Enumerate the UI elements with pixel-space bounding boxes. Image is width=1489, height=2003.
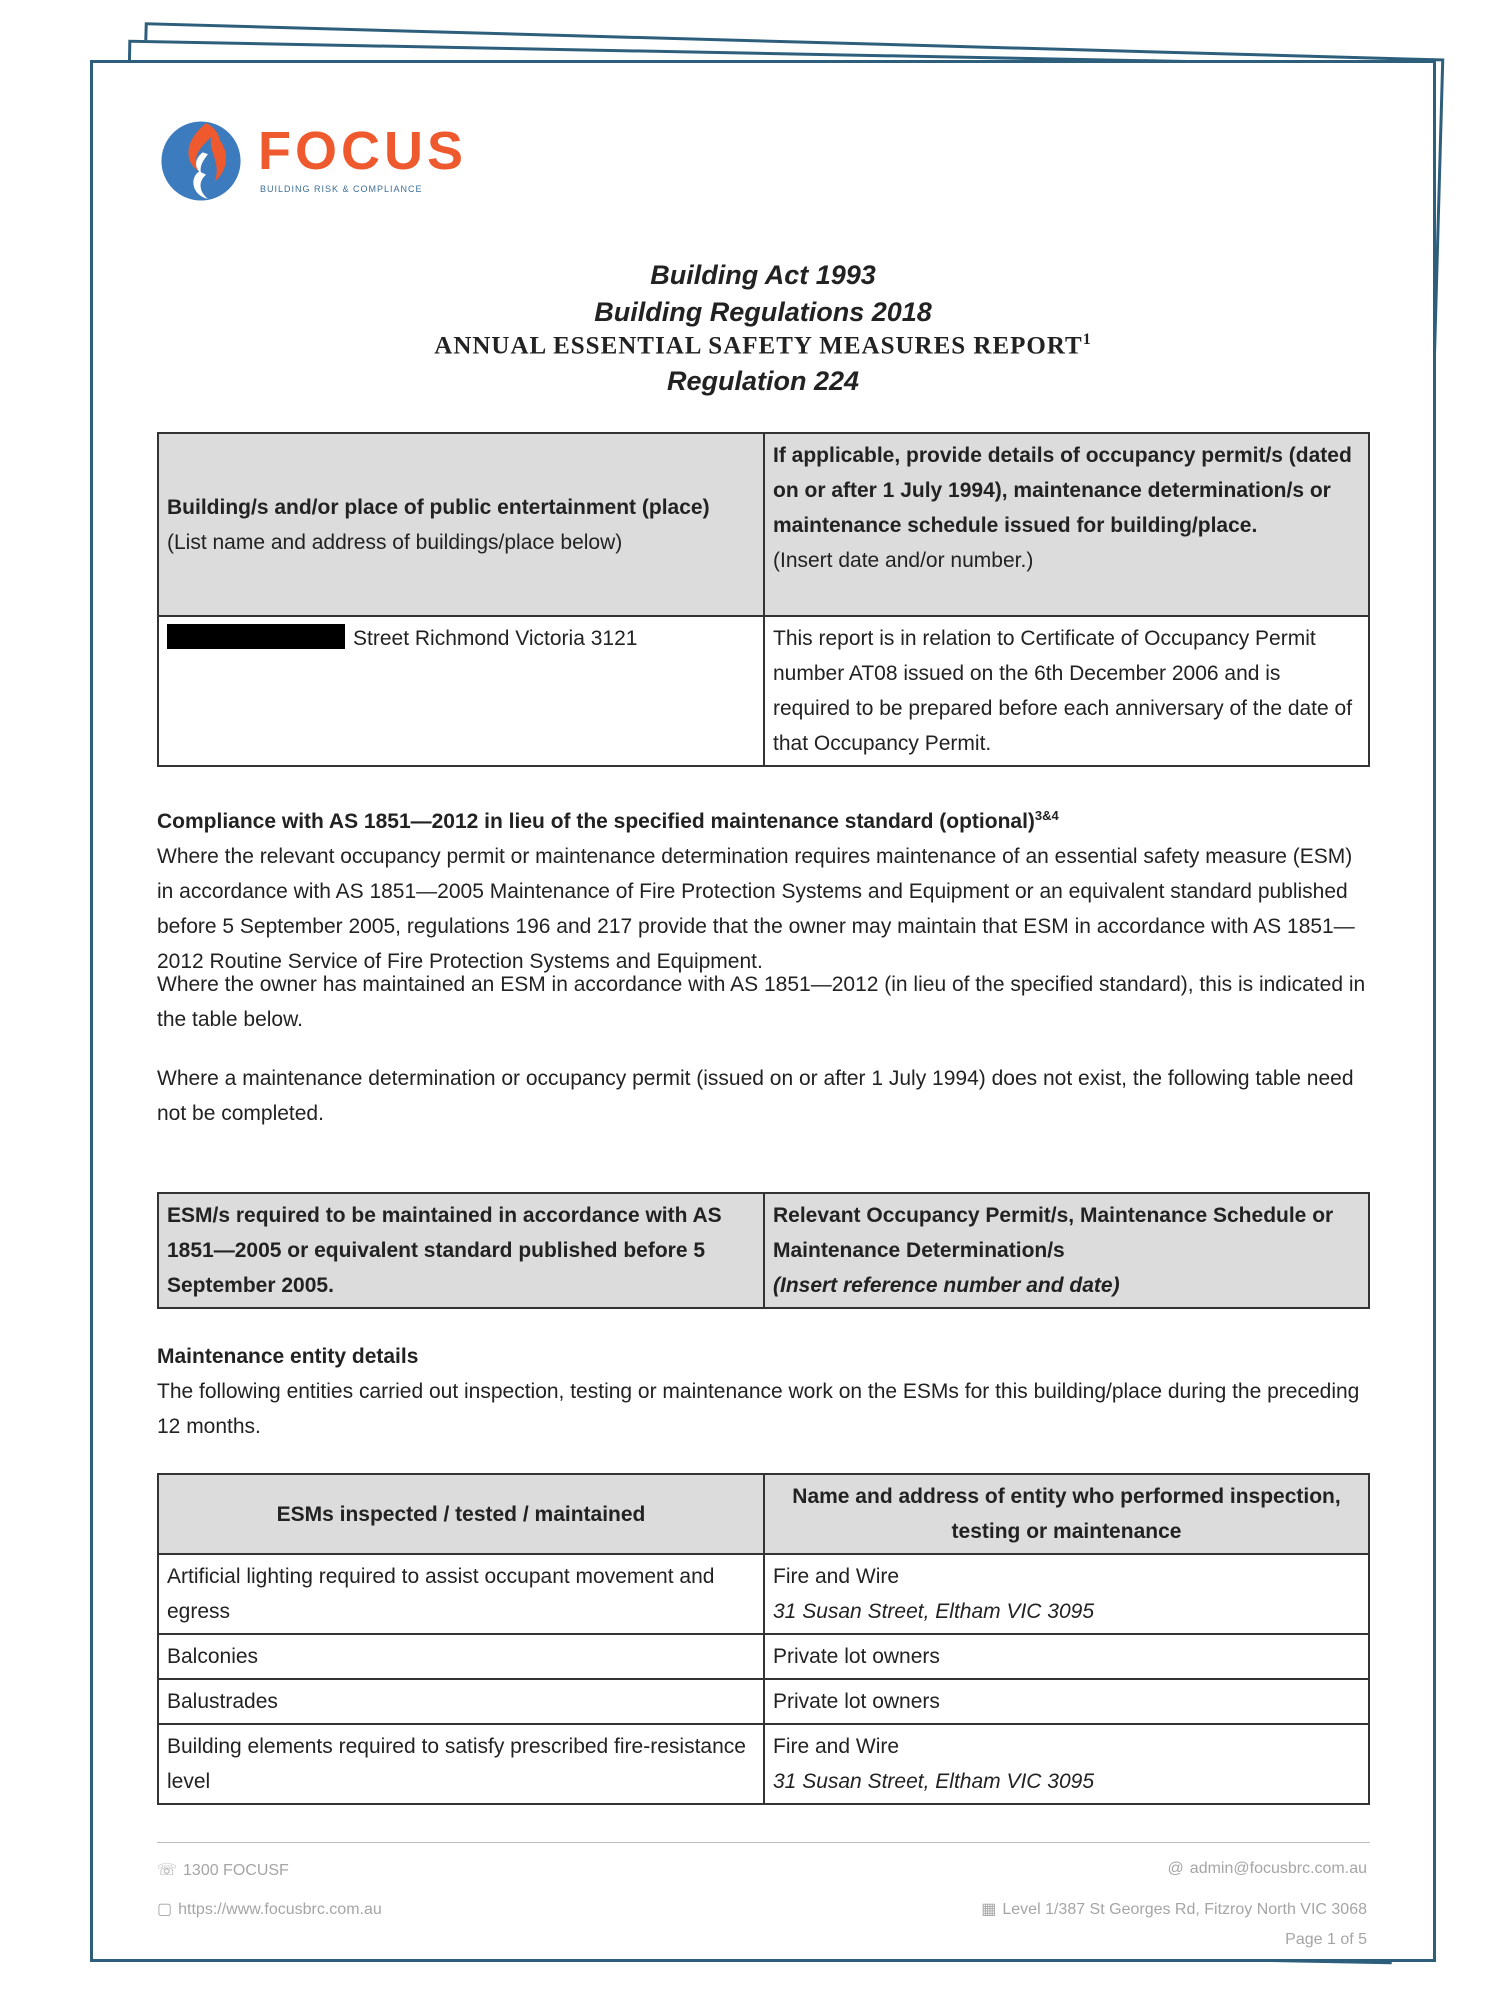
building-icon: ▦ bbox=[981, 1901, 997, 1918]
entity-address: 31 Susan Street, Eltham VIC 3095 bbox=[773, 1600, 1095, 1623]
footer-website[interactable]: ▢ https://www.focusbrc.com.au bbox=[157, 1901, 382, 1918]
building-table-row bbox=[158, 616, 1369, 766]
compliance-title: Compliance with AS 1851—2012 in lieu of the specified maintenance standard (optional)$^{3\&4}$ bbox=[157, 808, 1059, 833]
esm-name: Balconies bbox=[158, 1634, 764, 1679]
building-heading: Building/s and/or place of public entertainment (place) bbox=[167, 495, 710, 519]
report-title-footnote: 1 bbox=[1082, 331, 1092, 348]
footer-address: ▦ Level 1/387 St Georges Rd, Fitzroy North VIC 3068 bbox=[981, 1901, 1367, 1918]
report-title: ANNUAL ESSENTIAL SAFETY MEASURES REPORT$^1$ bbox=[434, 331, 1092, 360]
entity-name: Fire and Wire bbox=[773, 1565, 900, 1588]
maintenance-intro: The following entities carried out inspection, testing or maintenance work on the ESMs for this building/place during the preceding 12 months. bbox=[157, 1380, 1360, 1438]
esm-permit-heading: Relevant Occupancy Permit/s, Maintenance Schedule or Maintenance Determination/s bbox=[773, 1204, 1334, 1262]
esm-permit-heading-cell bbox=[764, 1193, 1369, 1308]
footer-phone: ☏ 1300 FOCUSF bbox=[157, 1862, 289, 1879]
table-row bbox=[158, 1724, 1369, 1804]
compliance-paragraph-2: Where the owner has maintained an ESM in accordance with AS 1851—2012 (in lieu of the specified standard), this is indicated in the table below. bbox=[157, 973, 1366, 1031]
esm-standard-header bbox=[158, 1193, 1369, 1308]
building-heading-cell bbox=[158, 433, 764, 616]
regulation-number: Regulation 224 bbox=[666, 366, 860, 396]
compliance-paragraph-3: Where a maintenance determination or occupancy permit (issued on or after 1 July 1994) does not exist, the following table need not be completed. bbox=[157, 1067, 1354, 1125]
permit-heading-note: (Insert date and/or number.) bbox=[773, 549, 1034, 572]
table-row bbox=[158, 1554, 1369, 1634]
esm-name: Building elements required to satisfy prescribed fire-resistance level bbox=[158, 1724, 764, 1804]
entity-cell bbox=[764, 1724, 1369, 1804]
compliance-paragraph-1: Where the relevant occupancy permit or maintenance determination requires maintenance of an essential safety measure (ESM) in accordance with AS 1851—2005 Maintenance of Fire Protection Systems and Equipment or an equivalent standard published before 5 September 2005, regulations 196 and 217 provide that the owner may maintain that ESM in accordance with AS 1851—2012 Routine Service of Fire Protection Systems and Equipment. bbox=[157, 845, 1355, 973]
maintenance-section bbox=[157, 1339, 1370, 1444]
compliance-section bbox=[157, 798, 1370, 979]
footer-page-number: Page 1 of 5 bbox=[1285, 1931, 1367, 1948]
email-icon: @ bbox=[1167, 1860, 1184, 1877]
entity-name: Fire and Wire bbox=[773, 1735, 900, 1758]
permit-details: This report is in relation to Certificate of Occupancy Permit number AT08 issued on the 6th December 2006 and is required to be prepared before each anniversary of the date of that Occupancy Permit. bbox=[764, 616, 1369, 766]
table-row bbox=[158, 1679, 1369, 1724]
esm-column-heading: ESMs inspected / tested / maintained bbox=[158, 1474, 764, 1554]
web-icon: ▢ bbox=[157, 1901, 173, 1918]
act-title: Building Act 1993 bbox=[650, 260, 876, 290]
entity-column-heading: Name and address of entity who performed inspection, testing or maintenance bbox=[764, 1474, 1369, 1554]
esm-standard-table bbox=[157, 1192, 1370, 1309]
permit-heading: If applicable, provide details of occupancy permit/s (dated on or after 1 July 1994), maintenance determination/s or maintenance schedule issued for building/place. bbox=[773, 444, 1352, 537]
logo-tagline: BUILDING RISK & COMPLIANCE bbox=[260, 184, 423, 194]
compliance-footnote: 3&4 bbox=[1034, 808, 1059, 823]
report-page bbox=[90, 60, 1436, 1962]
entity-name: Private lot owners bbox=[764, 1679, 1369, 1724]
esm-standard-heading: ESM/s required to be maintained in accordance with AS 1851—2005 or equivalent standard published before 5 September 2005. bbox=[158, 1193, 764, 1308]
entity-cell bbox=[764, 1554, 1369, 1634]
regulations-title: Building Regulations 2018 bbox=[594, 297, 932, 327]
esm-name: Artificial lighting required to assist occupant movement and egress bbox=[158, 1554, 764, 1634]
building-heading-note: (List name and address of buildings/place below) bbox=[167, 530, 623, 554]
esm-name: Balustrades bbox=[158, 1679, 764, 1724]
table-row bbox=[158, 1634, 1369, 1679]
building-address: Street Richmond Victoria 3121 bbox=[353, 627, 638, 650]
phone-icon: ☏ bbox=[157, 1862, 178, 1879]
flame-logo-icon bbox=[158, 118, 244, 204]
building-address-cell bbox=[158, 616, 764, 766]
logo-wordmark: FOCUS bbox=[258, 121, 467, 181]
entity-table-header bbox=[158, 1474, 1369, 1554]
footer-email[interactable]: @ admin@focusbrc.com.au bbox=[1167, 1860, 1367, 1877]
redacted-address-block bbox=[167, 624, 345, 649]
focus-logo bbox=[158, 118, 518, 218]
permit-heading-cell bbox=[764, 433, 1369, 616]
footer-divider bbox=[157, 1842, 1370, 1843]
building-table bbox=[157, 432, 1370, 767]
maintenance-entity-table bbox=[157, 1473, 1370, 1805]
building-table-header bbox=[158, 433, 1369, 616]
entity-name: Private lot owners bbox=[764, 1634, 1369, 1679]
maintenance-title: Maintenance entity details bbox=[157, 1345, 419, 1368]
esm-permit-note: (Insert reference number and date) bbox=[773, 1274, 1120, 1297]
entity-address: 31 Susan Street, Eltham VIC 3095 bbox=[773, 1770, 1095, 1793]
